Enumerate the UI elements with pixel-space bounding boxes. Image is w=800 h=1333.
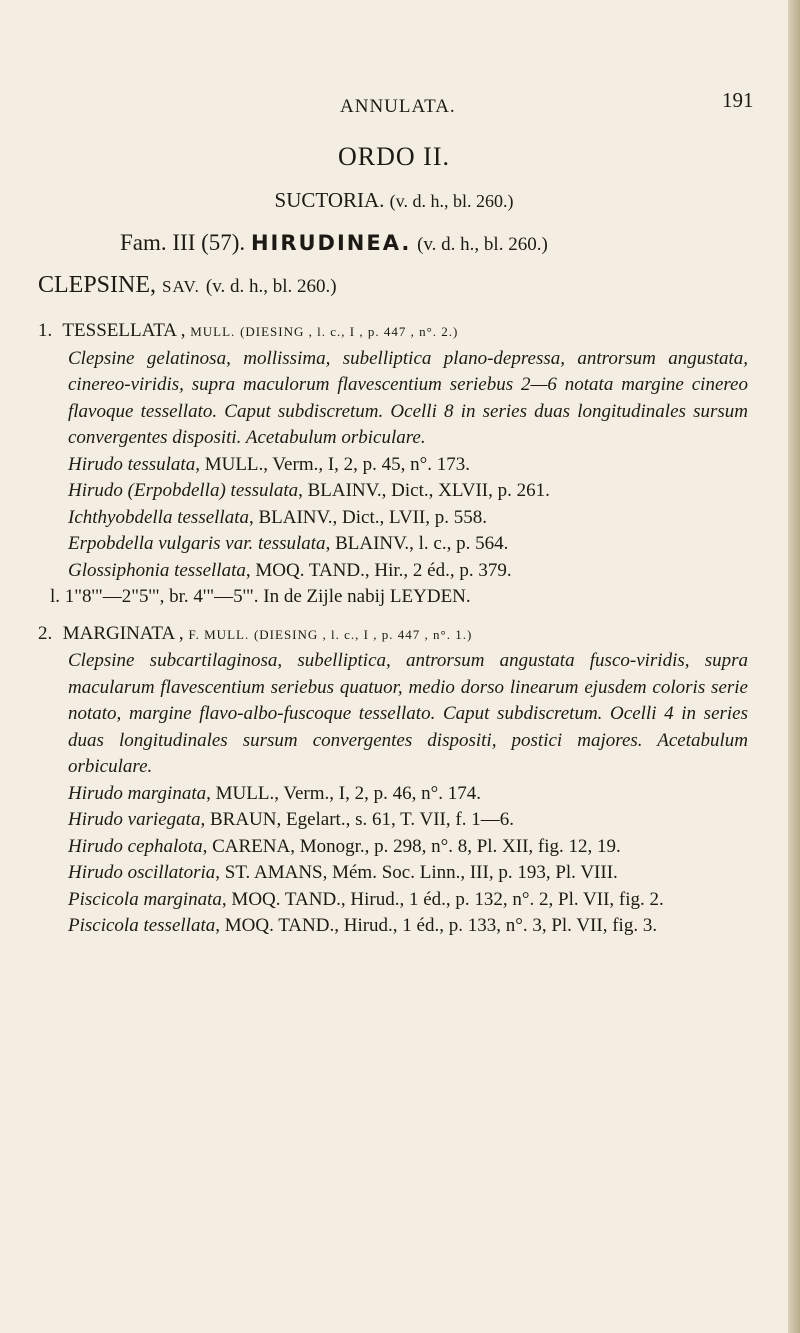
- synonym: [68, 807, 748, 834]
- synonym: [68, 887, 748, 914]
- synonym-name: Hirudo (Erpobdella) tessulata: [68, 480, 299, 501]
- page-number: 191: [722, 88, 754, 112]
- genus-name: CLEPSINE,: [38, 272, 157, 298]
- suborder-ref: (v. d. h., bl. 260.): [389, 191, 514, 211]
- species-author: F. MULL.: [188, 626, 250, 642]
- species-entry: [38, 318, 748, 611]
- genus-heading: [38, 272, 337, 299]
- family-prefix: Fam. III (57).: [120, 230, 246, 255]
- suborder-heading: [0, 188, 788, 213]
- synonym-name: Hirudo oscillatoria: [68, 862, 216, 883]
- synonym-citation: , BLAINV., Dict., LVII, p. 558.: [248, 506, 488, 528]
- synonym-citation: , BLAINV., l. c., p. 564.: [325, 533, 509, 554]
- synonym: [68, 558, 748, 585]
- synonym-name: Hirudo tessulata: [68, 453, 196, 475]
- genus-ref: (v. d. h., bl. 260.): [205, 276, 337, 297]
- synonym-citation: , BLAINV., Dict., XLVII, p. 261.: [298, 480, 550, 501]
- synonym-citation: , ST. AMANS, Mém. Soc. Linn., III, p. 193, Pl. VIII.: [215, 862, 618, 883]
- synonym-name: Hirudo marginata: [68, 782, 207, 804]
- synonym-name: Hirudo cephalota: [68, 835, 203, 857]
- synonym-name: Hirudo variegata: [68, 809, 201, 830]
- species-name: TESSELLATA ,: [62, 320, 186, 341]
- synonym-citation: , MULL., Verm., I, 2, p. 46, n°. 174.: [206, 782, 481, 804]
- synonym: [68, 834, 748, 861]
- synonym-name: Piscicola marginata: [68, 888, 222, 910]
- order-heading: ORDO II.: [338, 142, 450, 171]
- family-ref: (v. d. h., bl. 260.): [417, 234, 548, 255]
- species-ref: (DIESING , l. c., I , p. 447 , n°. 2.): [240, 324, 459, 339]
- synonym: [68, 452, 748, 479]
- page-edge: [788, 0, 800, 1333]
- synonym-citation: , CARENA, Monogr., p. 298, n°. 8, Pl. XII, fig. 12, 19.: [202, 835, 621, 857]
- species-name: MARGINATA ,: [62, 622, 184, 644]
- synonym-citation: , MOQ. TAND., Hirud., 1 éd., p. 133, n°. 3, Pl. VII, fig. 3.: [215, 915, 658, 936]
- species-heading: [38, 318, 748, 346]
- synonym-citation: , BRAUN, Egelart., s. 61, T. VII, f. 1—6.: [200, 809, 514, 830]
- synonym-name: Ichthyobdella tessellata: [68, 506, 249, 528]
- species-author: MULL.: [190, 324, 236, 339]
- species-ref: (DIESING , l. c., I , p. 447 , n°. 1.): [253, 626, 473, 642]
- synonym: [68, 478, 748, 505]
- species-entry: [38, 621, 748, 940]
- suborder-name: SUCTORIA.: [274, 188, 385, 212]
- species-number: 1.: [38, 320, 53, 341]
- family-name: HIRUDINEA.: [250, 231, 412, 255]
- synonym: [68, 531, 748, 558]
- species-heading: [38, 621, 748, 649]
- species-list: [38, 318, 748, 940]
- running-head-title: ANNULATA.: [340, 96, 456, 117]
- synonym-citation: , MOQ. TAND., Hir., 2 éd., p. 379.: [245, 559, 512, 581]
- species-measurement: l. 1"8'"—2"5'", br. 4'"—5'". In de Zijle nabij LEYDEN.: [50, 586, 471, 607]
- genus-author: SAV.: [162, 277, 200, 296]
- synonym-name: Glossiphonia tessellata: [68, 559, 246, 581]
- synonym: [68, 781, 748, 808]
- species-diagnosis: Clepsine subcartilaginosa, subelliptica, antrorsum angustata fusco-viridis, supra macularum flavescentium seriebus quatuor, medio dorso linearum ejusdem coloris serie notato, margine flavo-albo-fuscoque tessellato. Caput subdiscretum. Ocelli 4 in series duas longitudinales sursum convergentes dispositi, postici majores. Acetabulum orbiculare.: [68, 650, 748, 777]
- synonym: [68, 505, 748, 532]
- synonym-citation: , MOQ. TAND., Hirud., 1 éd., p. 132, n°. 2, Pl. VII, fig. 2.: [221, 888, 664, 910]
- synonym: [68, 860, 748, 887]
- synonym-citation: , MULL., Verm., I, 2, p. 45, n°. 173.: [195, 453, 471, 475]
- synonym-name: Piscicola tessellata: [68, 915, 216, 936]
- synonym: [68, 913, 748, 940]
- species-diagnosis: Clepsine gelatinosa, mollissima, subelliptica plano-depressa, antrorsum angustata, cinereo-viridis, supra maculorum flavescentium seriebus 2—6 notata margine cinereo flavoque tessellato. Caput subdiscretum. Ocelli 8 in series duas longitudinales sursum convergentes dispositi. Acetabulum orbiculare.: [68, 347, 748, 448]
- family-heading: [120, 230, 548, 256]
- species-number: 2.: [38, 622, 53, 644]
- synonym-name: Erpobdella vulgaris var. tessulata: [68, 533, 326, 554]
